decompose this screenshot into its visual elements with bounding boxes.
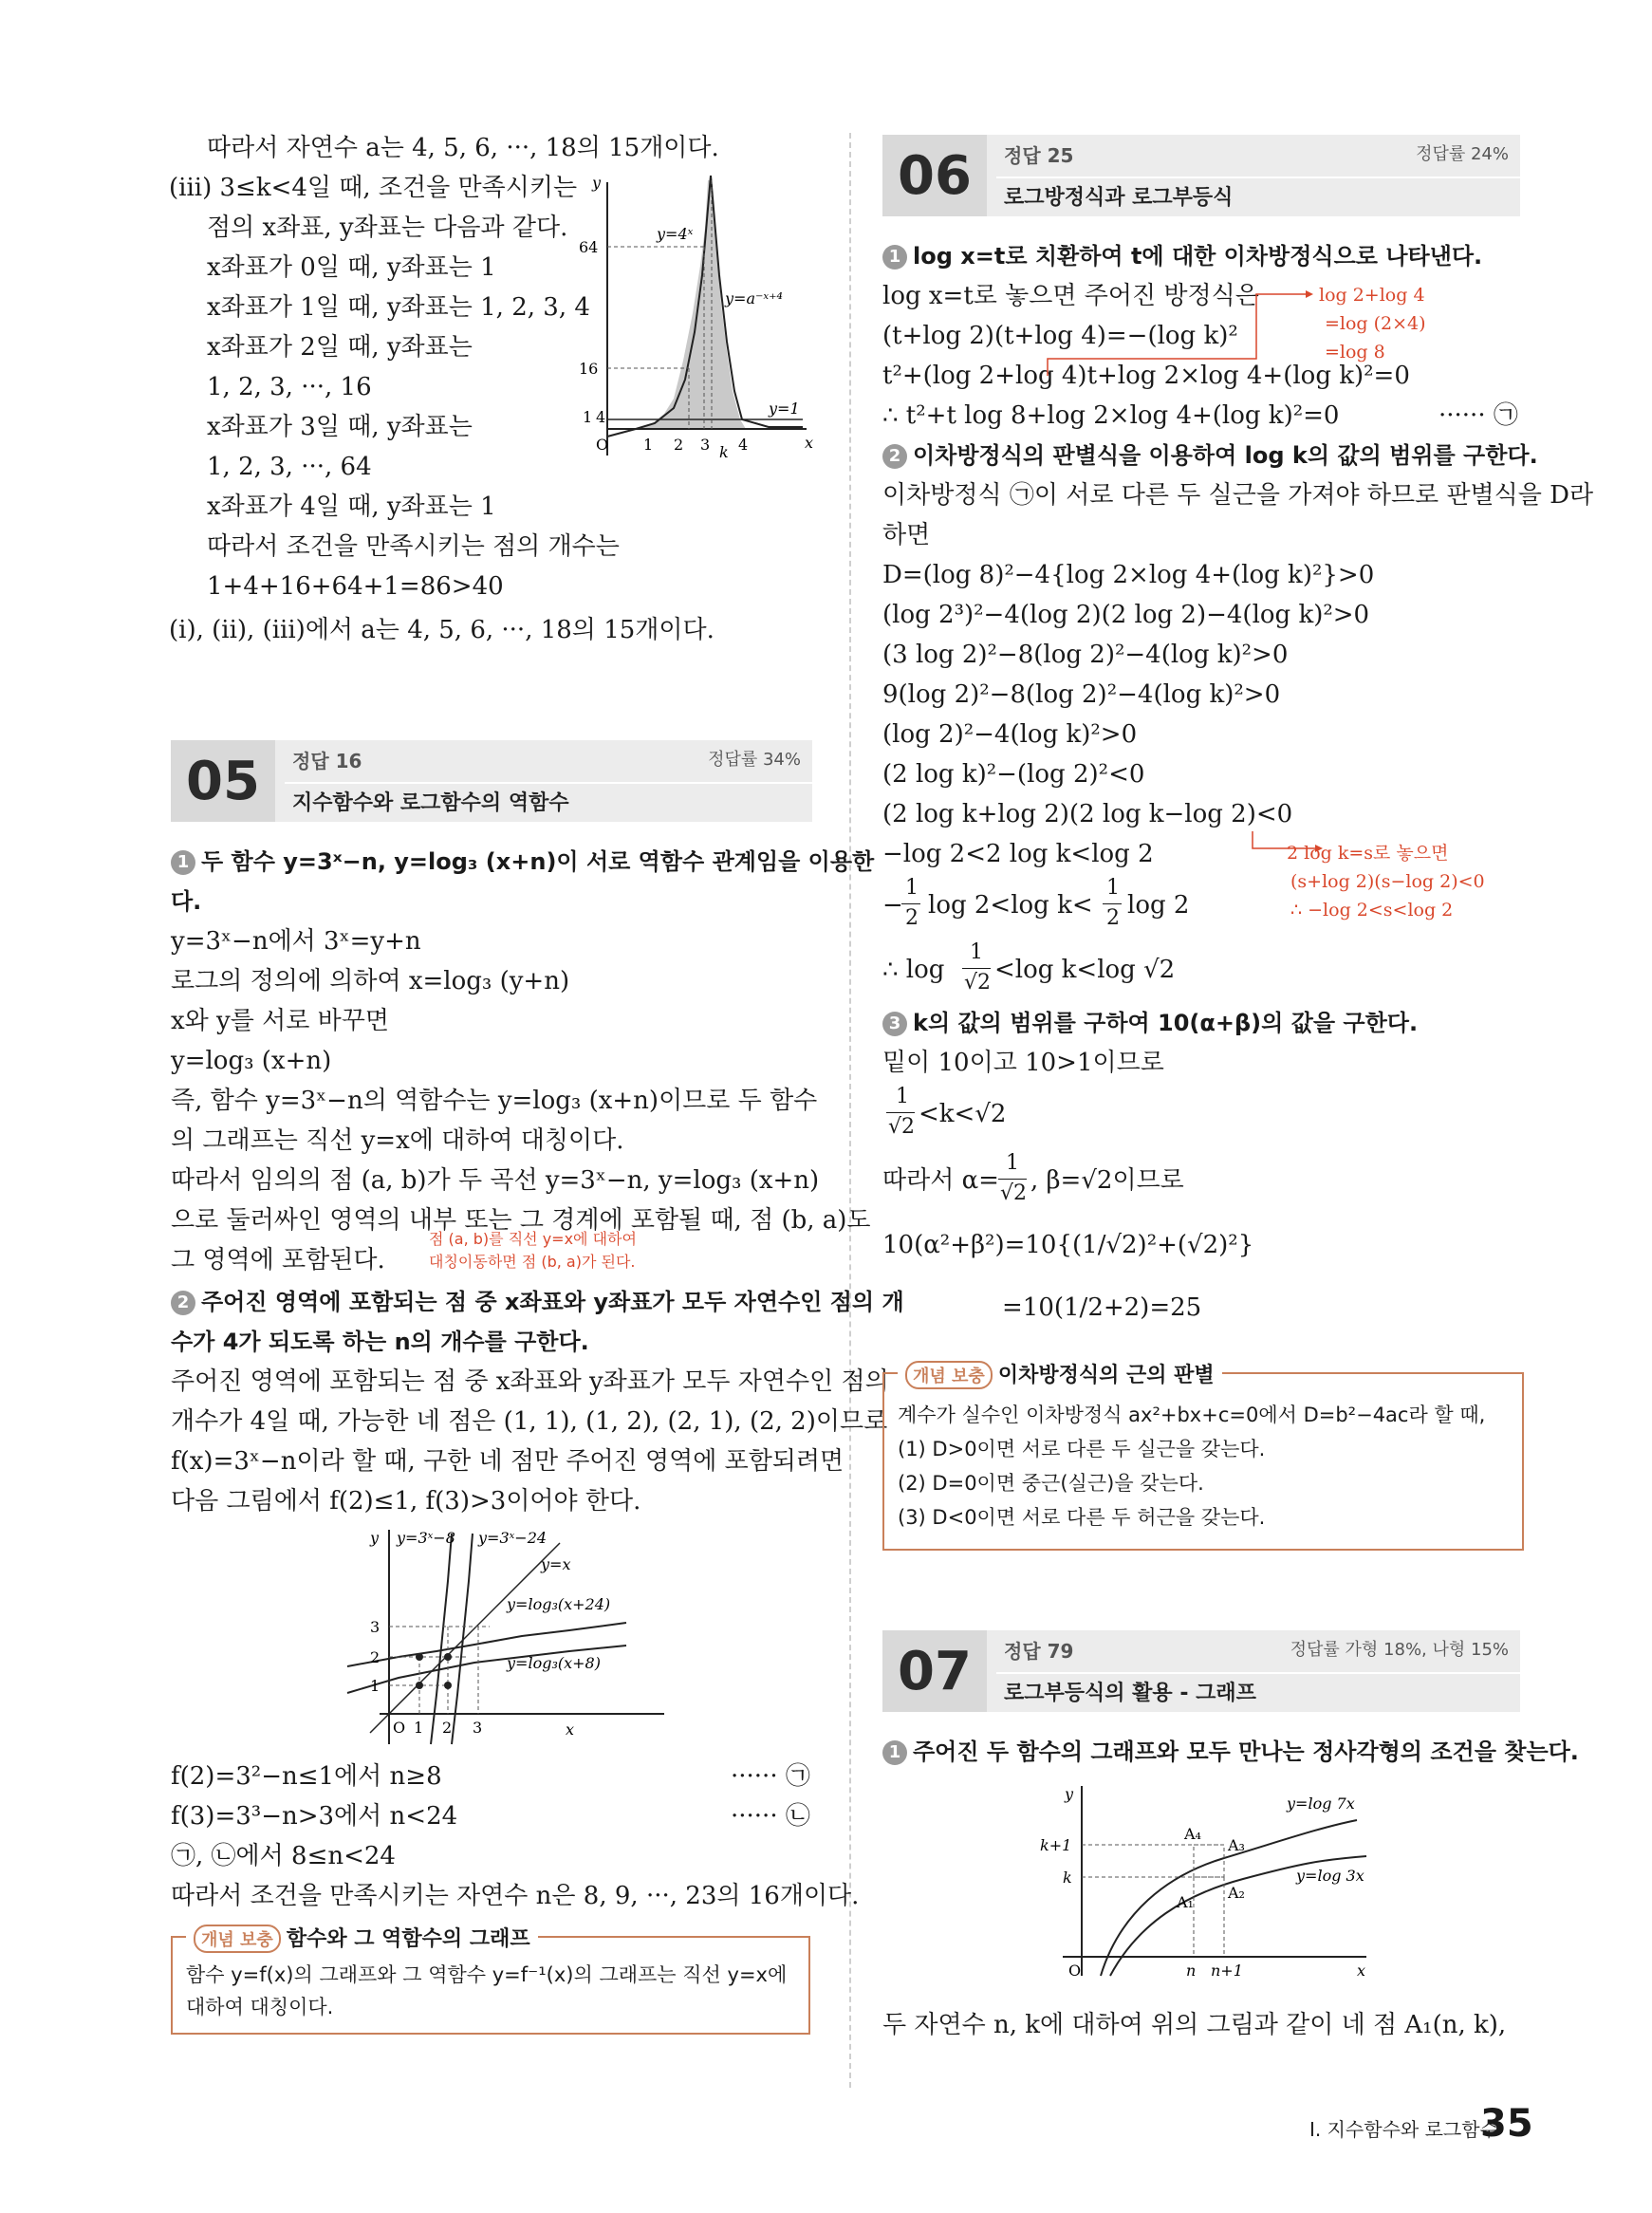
text-line: x좌표가 3일 때, y좌표는 (207, 413, 473, 441)
x-tick: 3 (700, 436, 711, 454)
origin-label: O (596, 436, 609, 454)
y-tick: 16 (579, 360, 599, 378)
calc-line: 10(α²+β²)=10{(1/√2)²+(√2)²} (882, 1231, 1254, 1259)
x-tick: 2 (674, 436, 684, 454)
y-tick: 1 (583, 408, 593, 426)
minus-sign: − (882, 891, 903, 920)
sqrt-pre: ∴ log (882, 956, 945, 984)
line-label: y=1 (769, 400, 800, 418)
text-line: x좌표가 1일 때, y좌표는 1, 2, 3, 4 (207, 293, 590, 322)
column-divider (849, 133, 851, 2088)
concept-text: (2) D=0이면 중근(실근)을 갖는다. (898, 1472, 1204, 1495)
step-badge: 3 (882, 1012, 907, 1036)
fraction-num: 1 (896, 1085, 909, 1108)
x-tick: 2 (442, 1719, 453, 1737)
text-line: (3 log 2)²−8(log 2)²−4(log k)²>0 (882, 641, 1289, 669)
point-label: A₃ (1228, 1836, 1245, 1854)
side-note: (s+log 2)(s−log 2)<0 (1290, 871, 1485, 892)
x-tick: 1 (643, 436, 654, 454)
y-tick: k+1 (1040, 1836, 1072, 1854)
step-2: 2 이차방정식의 판별식을 이용하여 log k의 값의 범위를 구한다. (882, 440, 1538, 471)
fraction-num: 1 (905, 876, 919, 900)
note-arrow (1038, 281, 1323, 385)
axis-label-y: y (592, 174, 602, 192)
text-line: 밑이 10이고 10>1이므로 (882, 1049, 1164, 1077)
text-line: 두 자연수 n, k에 대하여 위의 그림과 같이 네 점 A₁(n, k), (882, 2011, 1507, 2039)
step-2-cont: 수가 4가 되도록 하는 n의 개수를 구한다. (171, 1329, 589, 1355)
text-line: ㉠, ㉡에서 8≤n<24 (171, 1842, 396, 1870)
text-line: 즉, 함수 y=3ˣ−n의 역함수는 y=log₃ (x+n)이므로 두 함수 (171, 1087, 818, 1115)
text-line: (i), (ii), (iii)에서 a는 4, 5, 6, ···, 18의 15개이다. (169, 616, 715, 644)
problem-number: 05 (171, 740, 275, 822)
text-line: 그 영역에 포함된다. (171, 1246, 385, 1274)
text-line: 1+4+16+64+1=86>40 (207, 572, 504, 601)
step-badge: 1 (882, 245, 907, 270)
text-line: 9(log 2)²−8(log 2)²−4(log k)²>0 (882, 680, 1281, 709)
problem-topic: 로그방정식과 로그부등식 (1004, 186, 1234, 210)
text-line: x좌표가 4일 때, y좌표는 1 (207, 493, 496, 521)
step-2: 2 주어진 영역에 포함되는 점 중 x좌표와 y좌표가 모두 자연수인 점의 개 (171, 1287, 904, 1317)
y-tick: 4 (596, 408, 606, 426)
fraction-num: 1 (1006, 1151, 1019, 1175)
equation-mark: ······ ㉠ (731, 1762, 810, 1791)
concept-pill: 개념 보충 (905, 1361, 993, 1389)
problem-number: 06 (882, 135, 987, 216)
y-tick: k (1063, 1869, 1072, 1887)
fraction-mid: log 2<log k< (928, 891, 1093, 920)
text-line: y=3ˣ−n에서 3ˣ=y+n (171, 927, 421, 956)
origin-label: O (1068, 1962, 1082, 1980)
text-line: (2 log k+log 2)(2 log k−log 2)<0 (882, 800, 1293, 828)
sqrt-post: <log k<log √2 (994, 956, 1176, 984)
concept-text: 함수 y=f(x)의 그래프와 그 역함수 y=f⁻¹(x)의 그래프는 직선 y=x에 (186, 1963, 788, 1986)
axis-label-y: y (370, 1529, 380, 1547)
log-graph (1034, 1780, 1376, 1980)
correct-rate: 정답률 24% (1416, 144, 1509, 164)
concept-box (171, 1927, 810, 2035)
equation-mark: ······ ㉡ (731, 1802, 810, 1831)
step-badge: 1 (882, 1740, 907, 1765)
header-rule (285, 782, 812, 784)
range-post: <k<√2 (919, 1100, 1007, 1128)
text-line: −log 2<2 log k<log 2 (882, 840, 1154, 868)
text-line: 따라서 임의의 점 (a, b)가 두 곡선 y=3ˣ−n, y=log₃ (x+n) (171, 1166, 820, 1195)
problem-header-05 (171, 740, 812, 822)
line-label: y=x (541, 1555, 571, 1573)
text-line: 다음 그림에서 f(2)≤1, f(3)>3이어야 한다. (171, 1487, 641, 1516)
side-note: =log (2×4) (1325, 313, 1426, 334)
text-line: 1, 2, 3, ···, 64 (207, 453, 372, 481)
text-line: x와 y를 서로 바꾸면 (171, 1007, 389, 1035)
fraction-den: √2 (964, 971, 992, 995)
step-badge: 2 (171, 1291, 195, 1315)
text-line: 하면 (882, 521, 931, 549)
text-line: 이차방정식 ㉠이 서로 다른 두 실근을 가져야 하므로 판별식을 D라 (882, 481, 1594, 510)
step-1: 1 두 함수 y=3ˣ−n, y=log₃ (x+n)이 서로 역함수 관계임을 이용한 (171, 846, 874, 877)
fraction-bar (998, 1179, 1027, 1180)
header-rule (996, 177, 1520, 178)
text-line: 의 그래프는 직선 y=x에 대하여 대칭이다. (171, 1126, 624, 1155)
side-note: 2 log k=s로 놓으면 (1287, 843, 1449, 864)
answer-label: 정답 25 (1004, 144, 1074, 167)
curve-label: y=log 7x (1287, 1795, 1355, 1813)
exponential-graph (579, 171, 816, 465)
x-tick: 1 (414, 1719, 424, 1737)
answer-label: 정답 16 (292, 750, 362, 772)
equation-mark: ······ ㉠ (1439, 401, 1518, 430)
text-line: (log 2)²−4(log k)²>0 (882, 720, 1138, 749)
text-line: (2 log k)²−(log 2)²<0 (882, 760, 1145, 789)
step-3: 3 k의 값의 범위를 구하여 10(α+β)의 값을 구한다. (882, 1008, 1418, 1038)
axis-label-x: x (805, 434, 814, 452)
fraction-den: 2 (1106, 906, 1120, 930)
axis-label-x: x (566, 1720, 575, 1739)
inverse-function-graph (342, 1524, 683, 1752)
concept-box-title: 개념 보충 함수와 그 역함수의 그래프 (186, 1923, 538, 1953)
text-line: (t+log 2)(t+log 4)=−(log k)² (882, 322, 1238, 350)
problem-header-07 (882, 1630, 1520, 1712)
concept-pill: 개념 보충 (194, 1925, 281, 1953)
concept-box (882, 1364, 1524, 1551)
side-note: ∴ −log 2<s<log 2 (1290, 900, 1454, 921)
text-line: 1, 2, 3, ···, 16 (207, 373, 372, 401)
text-line: ∴ t²+t log 8+log 2×log 4+(log k)²=0 (882, 401, 1340, 430)
point-label: A₁ (1177, 1893, 1194, 1911)
curve-label: y=log₃(x+8) (507, 1654, 601, 1672)
step-badge: 2 (882, 444, 907, 469)
header-rule (996, 1672, 1520, 1674)
x-tick: 4 (738, 436, 749, 454)
fraction-num: 1 (1106, 876, 1120, 900)
curve-label: y=log 3x (1296, 1867, 1364, 1885)
y-tick: 2 (370, 1648, 381, 1666)
text-line: 주어진 영역에 포함되는 점 중 x좌표와 y좌표가 모두 자연수인 점의 (171, 1367, 889, 1396)
fraction-bar (886, 1112, 915, 1113)
x-tick: n (1186, 1962, 1197, 1980)
concept-text: 계수가 실수인 이차방정식 ax²+bx+c=0에서 D=b²−4ac라 할 때, (898, 1404, 1486, 1426)
fraction-bar (962, 968, 991, 969)
text-line: 따라서 자연수 a는 4, 5, 6, ···, 18의 15개이다. (207, 134, 719, 162)
step-1: 1 주어진 두 함수의 그래프와 모두 만나는 정사각형의 조건을 찾는다. (882, 1737, 1579, 1767)
step-1: 1 log x=t로 치환하여 t에 대한 이차방정식으로 나타낸다. (882, 241, 1482, 271)
point-label: A₂ (1228, 1884, 1245, 1902)
origin-label: O (393, 1719, 406, 1737)
side-note: 대칭이동하면 점 (b, a)가 된다. (429, 1253, 636, 1271)
problem-topic: 지수함수와 로그함수의 역함수 (292, 791, 569, 815)
axis-label-y: y (1065, 1785, 1074, 1803)
x-tick: 3 (473, 1719, 483, 1737)
fraction-den: √2 (888, 1115, 916, 1139)
curve-label: y=3ˣ−24 (478, 1529, 548, 1547)
text-line: 개수가 4일 때, 가능한 네 점은 (1, 1), (1, 2), (2, 1), (2, 2)이므로 (171, 1407, 888, 1436)
alpha-post: , β=√2이므로 (1030, 1166, 1184, 1195)
curve-label: y=3ˣ−8 (397, 1529, 455, 1547)
x-tick: n+1 (1211, 1962, 1243, 1980)
correct-rate: 정답률 가형 18%, 나형 15% (1290, 1640, 1509, 1660)
page-number: 35 (1480, 2102, 1533, 2146)
curve-label: y=a⁻ˣ⁺⁴ (725, 289, 783, 307)
text-line: 따라서 조건을 만족시키는 점의 개수는 (207, 532, 620, 561)
step-badge: 1 (171, 850, 195, 875)
text-line: 따라서 조건을 만족시키는 자연수 n은 8, 9, ···, 23의 16개이다. (171, 1882, 860, 1910)
fraction-num: 1 (970, 940, 983, 964)
text-line: y=log₃ (x+n) (171, 1047, 332, 1075)
text-line: 점의 x좌표, y좌표는 다음과 같다. (207, 214, 568, 242)
y-tick: 3 (370, 1618, 381, 1636)
text-line: 으로 둘러싸인 영역의 내부 또는 그 경계에 포함될 때, 점 (b, a)도 (171, 1206, 871, 1235)
text-line: t²+(log 2+log 4)t+log 2×log 4+(log k)²=0 (882, 362, 1410, 390)
problem-topic: 로그부등식의 활용 - 그래프 (1004, 1682, 1256, 1705)
text-line: f(2)=3²−n≤1에서 n≥8 (171, 1762, 442, 1791)
step-1-cont: 다. (171, 888, 202, 915)
text-line: f(x)=3ˣ−n이라 할 때, 구한 네 점만 주어진 영역에 포함되려면 (171, 1447, 845, 1476)
fraction-post: log 2 (1127, 891, 1190, 920)
text-line: log x=t로 놓으면 주어진 방정식은 (882, 282, 1259, 310)
concept-text: (1) D>0이면 서로 다른 두 실근을 갖는다. (898, 1438, 1266, 1460)
fraction-bar (1103, 903, 1122, 904)
side-note: log 2+log 4 (1319, 285, 1425, 306)
concept-text: (3) D<0이면 서로 다른 두 허근을 갖는다. (898, 1506, 1266, 1529)
text-line: x좌표가 2일 때, y좌표는 (207, 333, 473, 362)
text-line: f(3)=3³−n>3에서 n<24 (171, 1802, 458, 1831)
text-line: D=(log 8)²−4{log 2×log 4+(log k)²}>0 (882, 561, 1375, 589)
concept-box-title: 개념 보충 이차방정식의 근의 판별 (898, 1359, 1222, 1389)
side-note: =log 8 (1325, 342, 1385, 363)
side-note: 점 (a, b)를 직선 y=x에 대하여 (429, 1230, 637, 1248)
fraction-den: 2 (905, 906, 919, 930)
text-line: (log 2³)²−4(log 2)(2 log 2)−4(log k)²>0 (882, 601, 1370, 629)
axis-label-x: x (1357, 1962, 1366, 1980)
fraction-den: √2 (1000, 1181, 1028, 1205)
chapter-label: I. 지수함수와 로그함수 (1309, 2118, 1498, 2141)
concept-text: 대하여 대칭이다. (186, 1996, 334, 2018)
curve-label: y=log₃(x+24) (507, 1595, 611, 1613)
y-tick: 1 (370, 1677, 381, 1695)
text-line: (iii) 3≤k<4일 때, 조건을 만족시키는 (169, 174, 578, 202)
y-tick: 64 (579, 238, 599, 256)
k-label: k (719, 443, 729, 461)
text-line: 로그의 정의에 의하여 x=log₃ (y+n) (171, 967, 570, 995)
fraction-bar (901, 903, 920, 904)
curve-label: y=4ˣ (657, 225, 694, 243)
alpha-pre: 따라서 α= (882, 1166, 999, 1195)
calc-line: =10(1/2+2)=25 (1002, 1293, 1202, 1322)
answer-label: 정답 79 (1004, 1640, 1074, 1663)
text-line: x좌표가 0일 때, y좌표는 1 (207, 253, 496, 282)
problem-header-06 (882, 135, 1520, 216)
problem-number: 07 (882, 1630, 987, 1712)
point-label: A₄ (1184, 1825, 1201, 1843)
correct-rate: 정답률 34% (708, 750, 801, 770)
